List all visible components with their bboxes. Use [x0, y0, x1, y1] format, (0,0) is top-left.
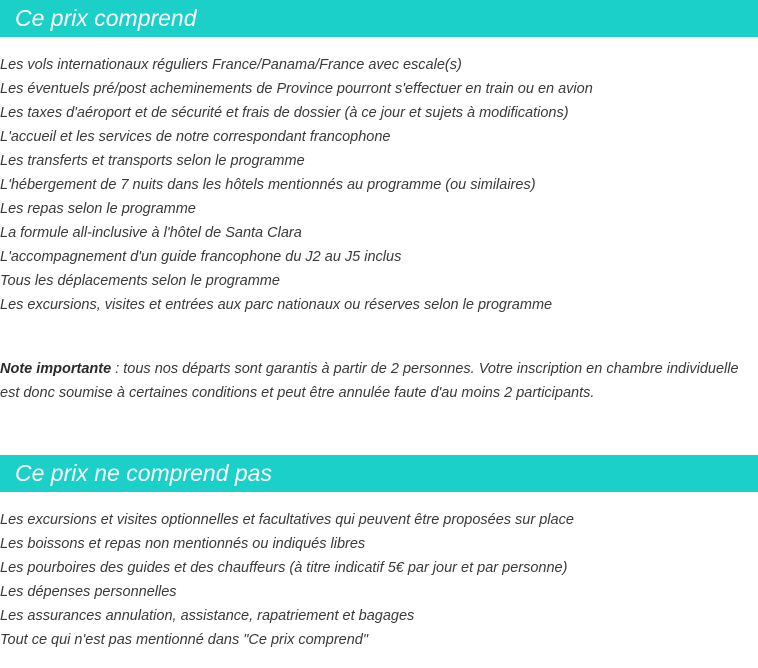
included-item: L'hébergement de 7 nuits dans les hôtels mentionnés au programme (ou similaires) [0, 177, 536, 193]
excluded-item: Les dépenses personnelles [0, 584, 177, 600]
included-item: Les excursions, visites et entrées aux parc nationaux ou réserves selon le programme [0, 297, 553, 313]
included-item: L'accompagnement d'un guide francophone du J2 au J5 inclus [0, 249, 402, 265]
included-item: Les éventuels pré/post acheminements de Province pourront s'effectuer en train ou en avion [0, 81, 593, 97]
excluded-section-header [0, 455, 758, 492]
excluded-list [0, 508, 574, 652]
excluded-section-title: Ce prix ne comprend pas [15, 460, 272, 486]
included-item: Tous les déplacements selon le programme [0, 273, 280, 289]
important-note-text: : tous nos départs sont garantis à partir de 2 personnes. Votre inscription en chambre individuelle est donc soumise à certaines conditions et peut être annulée faute d'au moins 2 participants. [0, 361, 739, 401]
excluded-item: Les boissons et repas non mentionnés ou indiqués libres [0, 536, 366, 552]
included-section-title: Ce prix comprend [15, 5, 197, 31]
excluded-item: Les excursions et visites optionnelles et facultatives qui peuvent être proposées sur place [0, 512, 574, 528]
excluded-item: Tout ce qui n'est pas mentionné dans "Ce prix comprend" [0, 632, 368, 648]
excluded-item: Les assurances annulation, assistance, rapatriement et bagages [0, 608, 415, 624]
important-note [0, 357, 752, 405]
included-item: Les vols internationaux réguliers France/Panama/France avec escale(s) [0, 57, 462, 73]
important-note-label: Note importante [0, 361, 112, 377]
included-item: Les repas selon le programme [0, 201, 196, 217]
included-list [0, 53, 593, 317]
included-item: La formule all-inclusive à l'hôtel de Santa Clara [0, 225, 302, 241]
included-item: Les taxes d'aéroport et de sécurité et frais de dossier (à ce jour et sujets à modifications) [0, 105, 569, 121]
included-item: L'accueil et les services de notre correspondant francophone [0, 129, 391, 145]
excluded-item: Les pourboires des guides et des chauffeurs (à titre indicatif 5€ par jour et par personne) [0, 560, 568, 576]
included-section-header [0, 0, 758, 37]
included-item: Les transferts et transports selon le programme [0, 153, 305, 169]
